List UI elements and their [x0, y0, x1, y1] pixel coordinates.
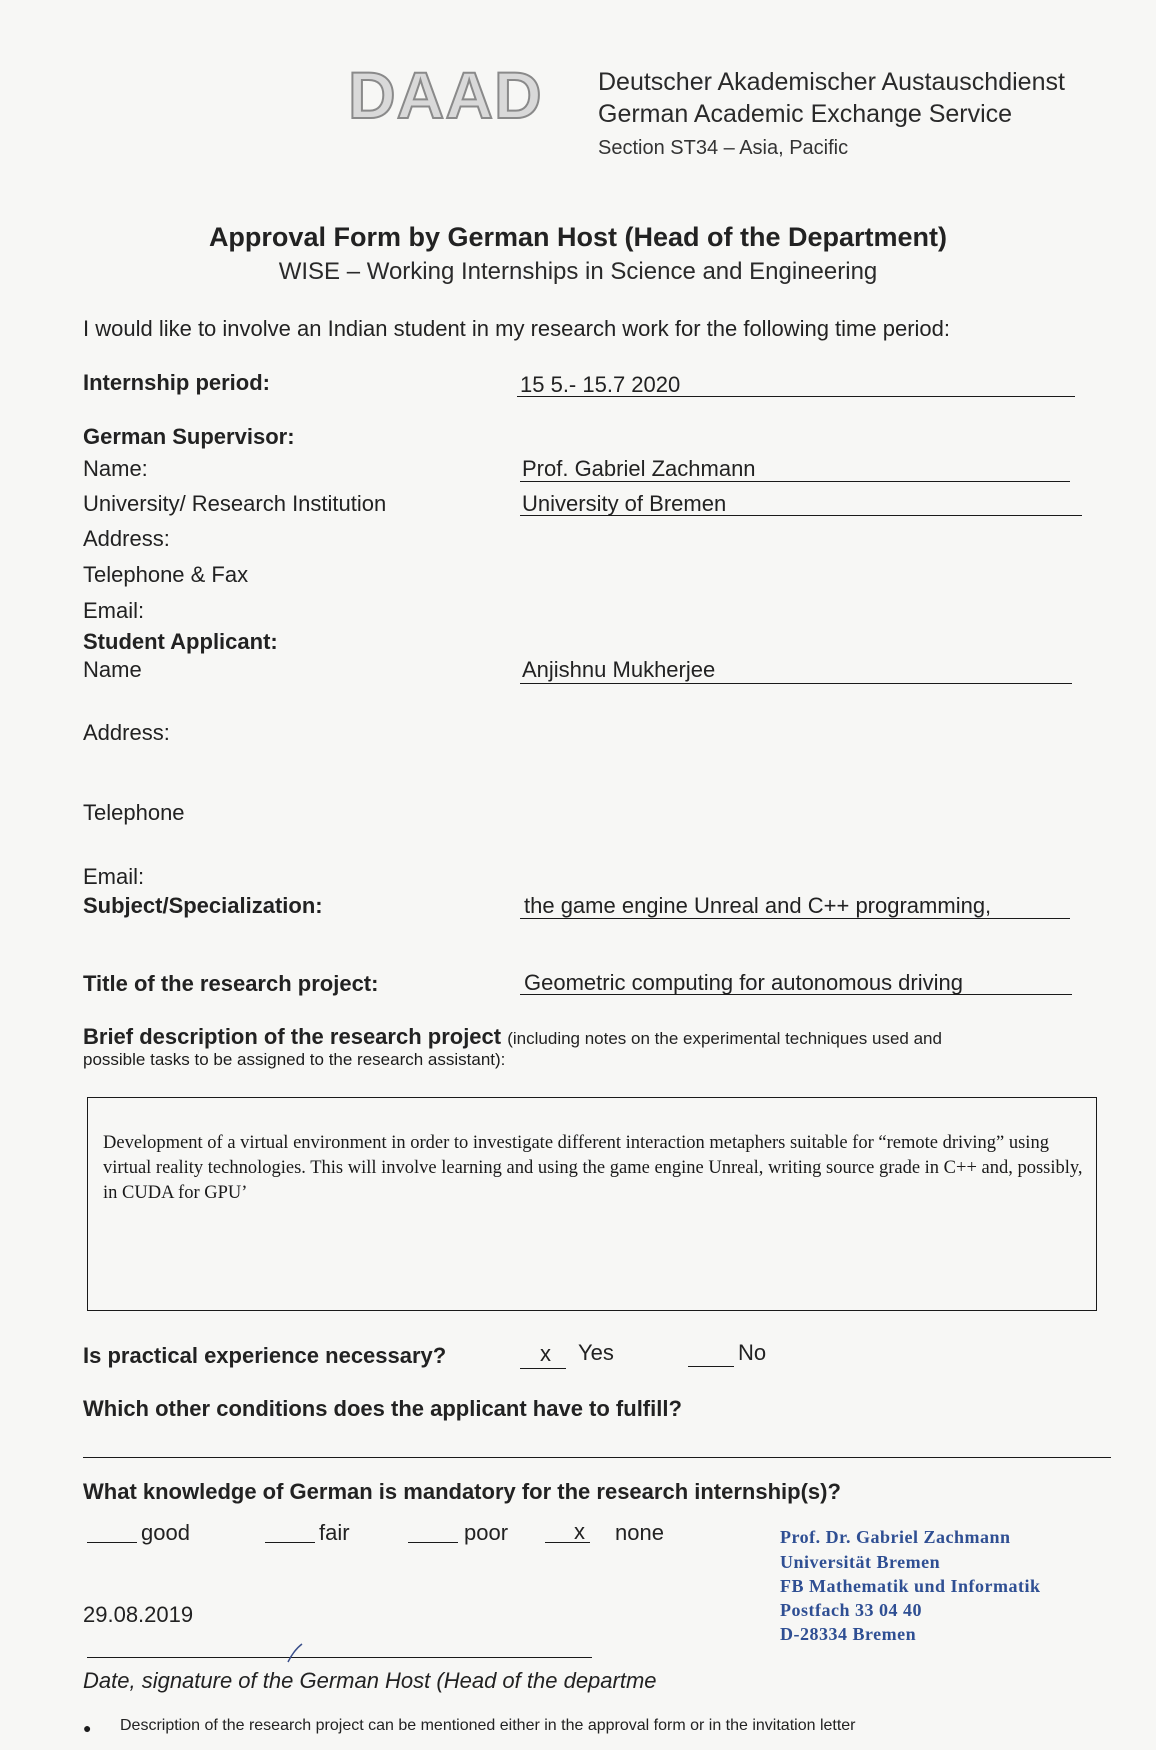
german-option-good: good — [141, 1520, 190, 1545]
stamp-line-1: Prof. Dr. Gabriel Zachmann — [780, 1527, 1011, 1547]
signature-caption: Date, signature of the German Host (Head of the departme — [83, 1668, 657, 1693]
university-underline — [520, 515, 1082, 516]
signature-mark — [280, 1640, 320, 1670]
email-label: Email: — [83, 598, 145, 623]
other-conditions-label: Which other conditions does the applicant have to fulfill? — [83, 1396, 682, 1421]
german-good-line[interactable] — [87, 1542, 137, 1543]
footnote-bullet: ● — [83, 1720, 92, 1736]
subject-label: Subject/Specialization: — [83, 893, 323, 918]
stamp-line-2: Universität Bremen — [780, 1552, 941, 1572]
supervisor-name-value[interactable]: Prof. Gabriel Zachmann — [522, 456, 756, 481]
form-subtitle: WISE – Working Internships in Science and Engineering — [278, 258, 878, 285]
practical-yes-line — [520, 1368, 566, 1369]
stamp-line-4: Postfach 33 04 40 — [780, 1600, 922, 1620]
other-conditions-line[interactable] — [83, 1457, 1111, 1458]
telephone-fax-label: Telephone & Fax — [83, 562, 249, 587]
student-name-label: Name — [83, 657, 142, 682]
german-option-none: none — [615, 1520, 664, 1545]
address-label: Address: — [83, 526, 170, 551]
german-option-fair: fair — [319, 1520, 350, 1545]
german-poor-line[interactable] — [408, 1542, 458, 1543]
supervisor-name-label: Name: — [83, 456, 148, 481]
org-name-de: Deutscher Akademischer Austauschdienst — [598, 68, 1065, 96]
description-text: Development of a virtual environment in order to investigate different interaction metaphers suitable for “remote driving” using virtual reality technologies. This will involve learning and using the game engine Unreal, writing source grade in C++ and, possibly, in CUDA for GPU’ — [103, 1133, 1083, 1203]
german-knowledge-label: What knowledge of German is mandatory for the research internship(s)? — [83, 1479, 841, 1504]
student-telephone-label: Telephone — [83, 800, 185, 825]
supervisor-name-underline — [520, 481, 1070, 482]
form-title: Approval Form by German Host (Head of the Department) — [208, 222, 948, 252]
stamp-line-5: D-28334 Bremen — [780, 1624, 917, 1644]
stamp-line-3: FB Mathematik und Informatik — [780, 1576, 1041, 1596]
practical-yes-mark[interactable]: x — [540, 1341, 551, 1366]
student-address-label: Address: — [83, 720, 170, 745]
description-box[interactable] — [87, 1097, 1097, 1311]
university-value[interactable]: University of Bremen — [522, 491, 727, 516]
practical-no-label: No — [738, 1340, 767, 1365]
footnote-text: Description of the research project can be mentioned either in the approval form or in the invitation letter — [120, 1717, 856, 1734]
project-title-underline — [520, 994, 1072, 995]
intro-text: I would like to involve an Indian student in my research work for the following time period: — [83, 316, 950, 341]
internship-period-underline — [517, 396, 1075, 397]
subject-value[interactable]: the game engine Unreal and C++ programming, — [524, 893, 992, 918]
project-title-value[interactable]: Geometric computing for autonomous driving — [524, 970, 963, 995]
practical-experience-label: Is practical experience necessary? — [83, 1343, 447, 1368]
university-label: University/ Research Institution — [83, 491, 387, 516]
brief-description-label — [83, 1024, 942, 1050]
section-label: Section ST34 – Asia, Pacific — [598, 137, 849, 159]
signature-line[interactable] — [87, 1657, 592, 1658]
german-fair-line[interactable] — [265, 1542, 315, 1543]
org-name-en: German Academic Exchange Service — [598, 100, 1013, 128]
student-name-underline — [520, 683, 1072, 684]
brief-description-note: (including notes on the experimental techniques used and — [507, 1029, 942, 1048]
student-name-value[interactable]: Anjishnu Mukherjee — [522, 657, 716, 682]
date-value: 29.08.2019 — [83, 1602, 194, 1627]
internship-period-label: Internship period: — [83, 370, 270, 395]
project-title-label: Title of the research project: — [83, 971, 379, 996]
practical-no-line[interactable] — [688, 1366, 734, 1367]
german-option-poor: poor — [464, 1520, 509, 1545]
student-applicant-heading: Student Applicant: — [83, 629, 278, 654]
german-supervisor-heading: German Supervisor: — [83, 424, 295, 449]
subject-underline — [520, 918, 1070, 919]
daad-logo: DAAD — [348, 58, 543, 132]
german-none-mark: x — [574, 1519, 585, 1544]
practical-yes-label: Yes — [578, 1340, 614, 1365]
brief-description-note-2: possible tasks to be assigned to the research assistant): — [83, 1050, 506, 1069]
internship-period-value[interactable]: 15 5.- 15.7 2020 — [520, 372, 681, 397]
student-email-label: Email: — [83, 864, 145, 889]
brief-description-heading: Brief description of the research project — [83, 1024, 502, 1049]
